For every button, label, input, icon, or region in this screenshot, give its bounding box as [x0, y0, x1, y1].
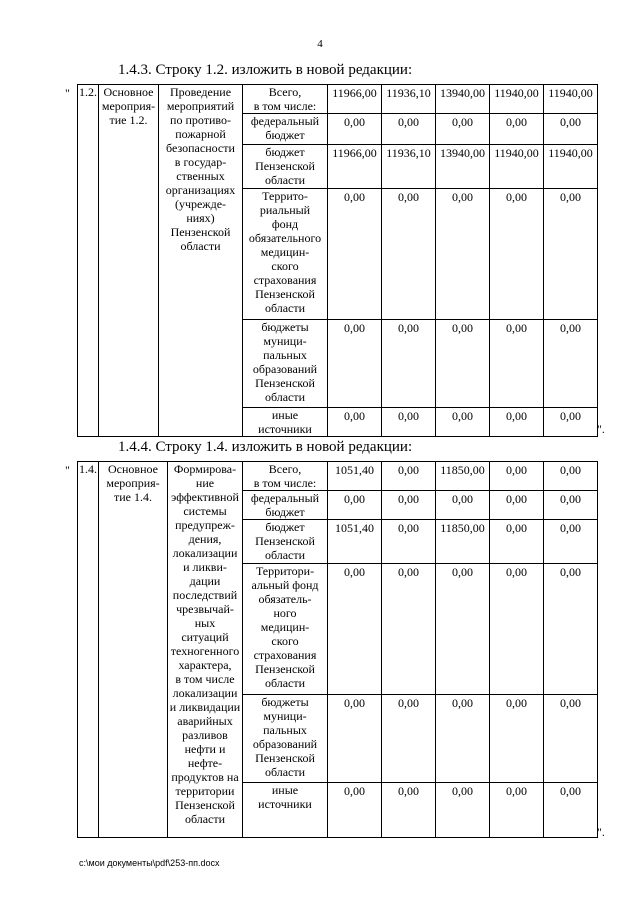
closing-quote: ".	[597, 825, 605, 839]
value-cell: 0,00	[328, 695, 382, 783]
value-cell: 0,00	[382, 520, 436, 564]
activity-name: Основное мероприя- тие 1.2.	[99, 85, 159, 437]
value-cell: 0,00	[544, 695, 598, 783]
opening-quote: "	[65, 463, 70, 477]
funding-source: бюджеты муници- пальных образований Пензенской области	[243, 695, 328, 783]
value-cell: 0,00	[490, 695, 544, 783]
page-number: 4	[317, 38, 323, 50]
value-cell: 11936,10	[382, 85, 436, 114]
closing-quote: ".	[597, 422, 605, 436]
section-heading-1-4-4: 1.4.4. Строку 1.4. изложить в новой редакции:	[118, 439, 413, 455]
funding-source: Террито- риальный фонд обязательного медицин- ского страхования Пензенской области	[243, 189, 328, 320]
file-path-footer: c:\мои документы\pdf\253-пп.docx	[79, 858, 220, 868]
value-cell: 0,00	[544, 114, 598, 145]
value-cell: 0,00	[544, 564, 598, 695]
value-cell: 0,00	[544, 408, 598, 437]
value-cell: 0,00	[436, 695, 490, 783]
value-cell: 0,00	[436, 408, 490, 437]
row-number: 1.4.	[78, 462, 99, 838]
value-cell: 0,00	[490, 520, 544, 564]
funding-source: иные источники	[243, 783, 328, 838]
value-cell: 0,00	[436, 189, 490, 320]
value-cell: 0,00	[544, 491, 598, 520]
value-cell: 11940,00	[544, 145, 598, 189]
value-cell: 11940,00	[490, 85, 544, 114]
row-number: 1.2.	[78, 85, 99, 437]
funding-source: Всего, в том числе:	[243, 462, 328, 491]
value-cell: 0,00	[436, 114, 490, 145]
activity-title: Формирова- ние эффективной системы предупреж- дения, локализации и ликви- дации последствий чрезвычай- ных ситуаций техногенного характера, в том числе локализации и ликвидации аварийных разливов нефти и нефте- продуктов на территории Пензенской области	[168, 462, 243, 838]
value-cell: 0,00	[328, 114, 382, 145]
funding-source: Территори- альный фонд обязатель- ного медицин- ского страхования Пензенской области	[243, 564, 328, 695]
value-cell: 0,00	[382, 189, 436, 320]
value-cell: 0,00	[382, 408, 436, 437]
value-cell: 0,00	[544, 320, 598, 408]
value-cell: 11850,00	[436, 462, 490, 491]
value-cell: 11966,00	[328, 85, 382, 114]
value-cell: 0,00	[490, 564, 544, 695]
funding-source: федеральный бюджет	[243, 114, 328, 145]
value-cell: 0,00	[436, 320, 490, 408]
funding-source: бюджеты муници- пальных образований Пензенской области	[243, 320, 328, 408]
value-cell: 0,00	[382, 462, 436, 491]
value-cell: 11940,00	[544, 85, 598, 114]
value-cell: 0,00	[436, 491, 490, 520]
value-cell: 0,00	[490, 320, 544, 408]
value-cell: 13940,00	[436, 145, 490, 189]
funding-source: федеральный бюджет	[243, 491, 328, 520]
value-cell: 0,00	[436, 564, 490, 695]
value-cell: 0,00	[328, 189, 382, 320]
value-cell: 0,00	[328, 564, 382, 695]
value-cell: 0,00	[328, 320, 382, 408]
value-cell: 0,00	[382, 320, 436, 408]
opening-quote: "	[65, 86, 70, 100]
value-cell: 0,00	[382, 783, 436, 838]
value-cell: 1051,40	[328, 462, 382, 491]
value-cell: 0,00	[490, 189, 544, 320]
value-cell: 0,00	[382, 695, 436, 783]
value-cell: 0,00	[382, 491, 436, 520]
value-cell: 0,00	[544, 520, 598, 564]
value-cell: 11940,00	[490, 145, 544, 189]
value-cell: 0,00	[382, 114, 436, 145]
activity-name: Основное мероприя- тие 1.4.	[99, 462, 168, 838]
value-cell: 0,00	[490, 114, 544, 145]
value-cell: 0,00	[490, 491, 544, 520]
value-cell: 0,00	[436, 783, 490, 838]
section-heading-1-4-3: 1.4.3. Строку 1.2. изложить в новой редакции:	[118, 62, 413, 78]
value-cell: 1051,40	[328, 520, 382, 564]
activity-title: Проведение мероприятий по противо- пожарной безопасности в государ- ственных организациях (учрежде- ниях) Пензенской области	[159, 85, 243, 437]
value-cell: 11966,00	[328, 145, 382, 189]
value-cell: 13940,00	[436, 85, 490, 114]
funding-source: бюджет Пензенской области	[243, 520, 328, 564]
value-cell: 0,00	[490, 783, 544, 838]
value-cell: 11936,10	[382, 145, 436, 189]
funding-source: иные источники	[243, 408, 328, 437]
value-cell: 11850,00	[436, 520, 490, 564]
value-cell: 0,00	[328, 491, 382, 520]
value-cell: 0,00	[544, 783, 598, 838]
funding-source: Всего, в том числе:	[243, 85, 328, 114]
value-cell: 0,00	[544, 189, 598, 320]
value-cell: 0,00	[382, 564, 436, 695]
table-row-1-2	[77, 84, 598, 437]
value-cell: 0,00	[490, 408, 544, 437]
value-cell: 0,00	[328, 408, 382, 437]
value-cell: 0,00	[490, 462, 544, 491]
table-row-1-4	[77, 461, 598, 838]
funding-source: бюджет Пензенской области	[243, 145, 328, 189]
value-cell: 0,00	[544, 462, 598, 491]
value-cell: 0,00	[328, 783, 382, 838]
